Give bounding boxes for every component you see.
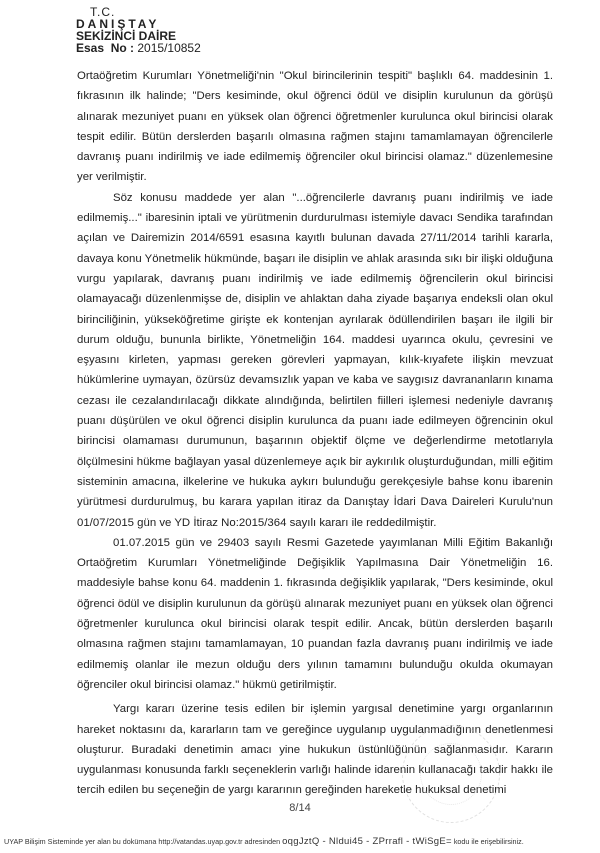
footer-suffix: kodu ile erişebilirsiniz. (453, 837, 524, 846)
document-header (76, 6, 201, 54)
esas-no-label: No : (110, 41, 135, 55)
footer-access-code: oqgJztQ - Nldui45 - ZPrrafl - tWiSgE= (282, 836, 452, 847)
paragraph-1: Ortaöğretim Kurumları Yönetmeliği'nin "Okul birincilerinin tespiti" başlıklı 64. maddesinin 1. fıkrasının ilk halinde; "Ders kesiminde, okul öğrenci ödül ve disiplin kurulunun da görüşü alınarak mezuniyet puanı en yüksek olan öğrenci öğretmenler kurulunca okul birincisi olarak tespit edilir. Bütün derslerden başarılı olmasına rağmen stajını tamamlamayan öğrencilerle davranış puanı indirilmiş ve iade edilmemiş öğrenciler okul birincisi olamaz." düzenlemesine yer verilmiştir. (77, 70, 553, 184)
footer-text: UYAP Bilişim Sisteminde yer alan bu dokümana http://vatandas.uyap.gov.tr adresinden (4, 837, 281, 846)
official-seal-inner (420, 743, 482, 805)
paragraph-2: Söz konusu maddede yer alan "...öğrencilerle davranış puanı indirilmiş ve iade edilmemiş..." ibaresinin iptali ve yürütmenin durdurulması istemiyle davacı Sendika tarafından açılan ve Dairemizin 2014/6591 esasına kayıtlı bulunan davada 27/11/2014 tarihli kararla, davaya konu Yönetmelik hükmünde, başarı ile disiplin ve ahlak arasında sıkı bir ilişki olduğuna vurgu yapılarak, davranış puanı indirilmiş ve iade edilmemiş öğrencilerin okul birincisi olamayacağı düzenlenmişse de, disiplin ve ahlaktan daha ziyade başarıya endeksli olan okul birinciliğinin, yükseköğretime girişte ek kontenjan ayrılarak ödüllendirilen başarı ile ilgili bir durum olduğu, bununla birlikte, Yönetmeliğin 164. maddesi uyarınca okulu, çevresini ve eşyasını kirleten, yapması gereken görevleri yapmayan, kılık-kıyafete ilişkin mevzuat hükümlerine uymayan, özürsüz devamsızlık yapan ve kaba ve saygısız davrananların kınama cezası ile cezalandırılacağı dikkate alındığında, belirtilen fiilleri işlemesi nedeniyle davranış puanı düşürülen ve okul öğrenci disiplin kurulunca da puanı iade edilmeyen öğrencinin okul birincisi olamaması durumunun, başarının objektif ölçme ve değerlendirme metotlarıyla ölçülmesini hükme bağlayan yasal düzenlemeye açık bir aykırılık oluşturduğundan, milli eğitim sisteminin amacına, ilkelerine ve hukuka aykırı bulunduğu gerekçesiyle bahse konu ibarenin yürütmesi durdurulmuş, bu karara yapılan itiraz da Danıştay İdari Dava Daireleri Kurulu'nun 01/07/2015 gün ve YD İtiraz No:2015/364 sayılı kararı ile reddedilmiştir. (77, 191, 553, 529)
paragraph-3: 01.07.2015 gün ve 29403 sayılı Resmi Gazetede yayımlanan Milli Eğitim Bakanlığı Ortaöğretim Kurumları Yönetmeliğinde Değişiklik Yapılmasına Dair Yönetmeliğin 16. maddesiyle bahse konu 64. maddenin 1. fıkrasında değişiklik yapılarak, "Ders kesiminde, okul öğrenci ödül ve disiplin kurulunun da görüşü alınarak mezuniyet puanı en yüksek olan öğrenci öğretmenler kurulunca okul birincisi olarak tespit edilir. Ancak, bütün derslerden başarılı olmasına rağmen stajını tamamlamayan, 10 puandan fazla davranış puanı indirilmiş ve iade edilmemiş olanlar ile mezun olduğu ders yılının tamamını bulunduğu okulda okumayan öğrenciler okul birincisi olamaz." hükmü getirilmiştir. (77, 536, 553, 691)
header-court: DANIŞTAY (76, 17, 160, 31)
header-chamber: SEKİZİNCİ DAİRE (76, 29, 177, 43)
header-esas (76, 42, 201, 54)
header-tc: T.C. (90, 5, 116, 19)
esas-number: 2015/10852 (137, 41, 201, 55)
document-body (77, 66, 553, 801)
page-number: 8/14 (289, 802, 311, 814)
uyap-footer (4, 836, 598, 847)
paragraph-4: Yargı kararı üzerine tesis edilen bir işlemin yargısal denetimine yargı organlarının hareket noktasını da, kararların tam ve gereğince uygulanıp uygulanmadığının denetlenmesi oluşturur. Buradaki denetimin amacı yine hukukun üstünlüğünün sağlanmasıdır. Kararın uygulanması konusunda farklı seçeneklerin varlığı halinde idarenin kullanacağı takdir hakkı ile tercih edilen bu seçeneğin de yargı kararının gereğinden hareketle hukuksal denetimi (77, 703, 553, 797)
esas-label: Esas (76, 41, 105, 55)
